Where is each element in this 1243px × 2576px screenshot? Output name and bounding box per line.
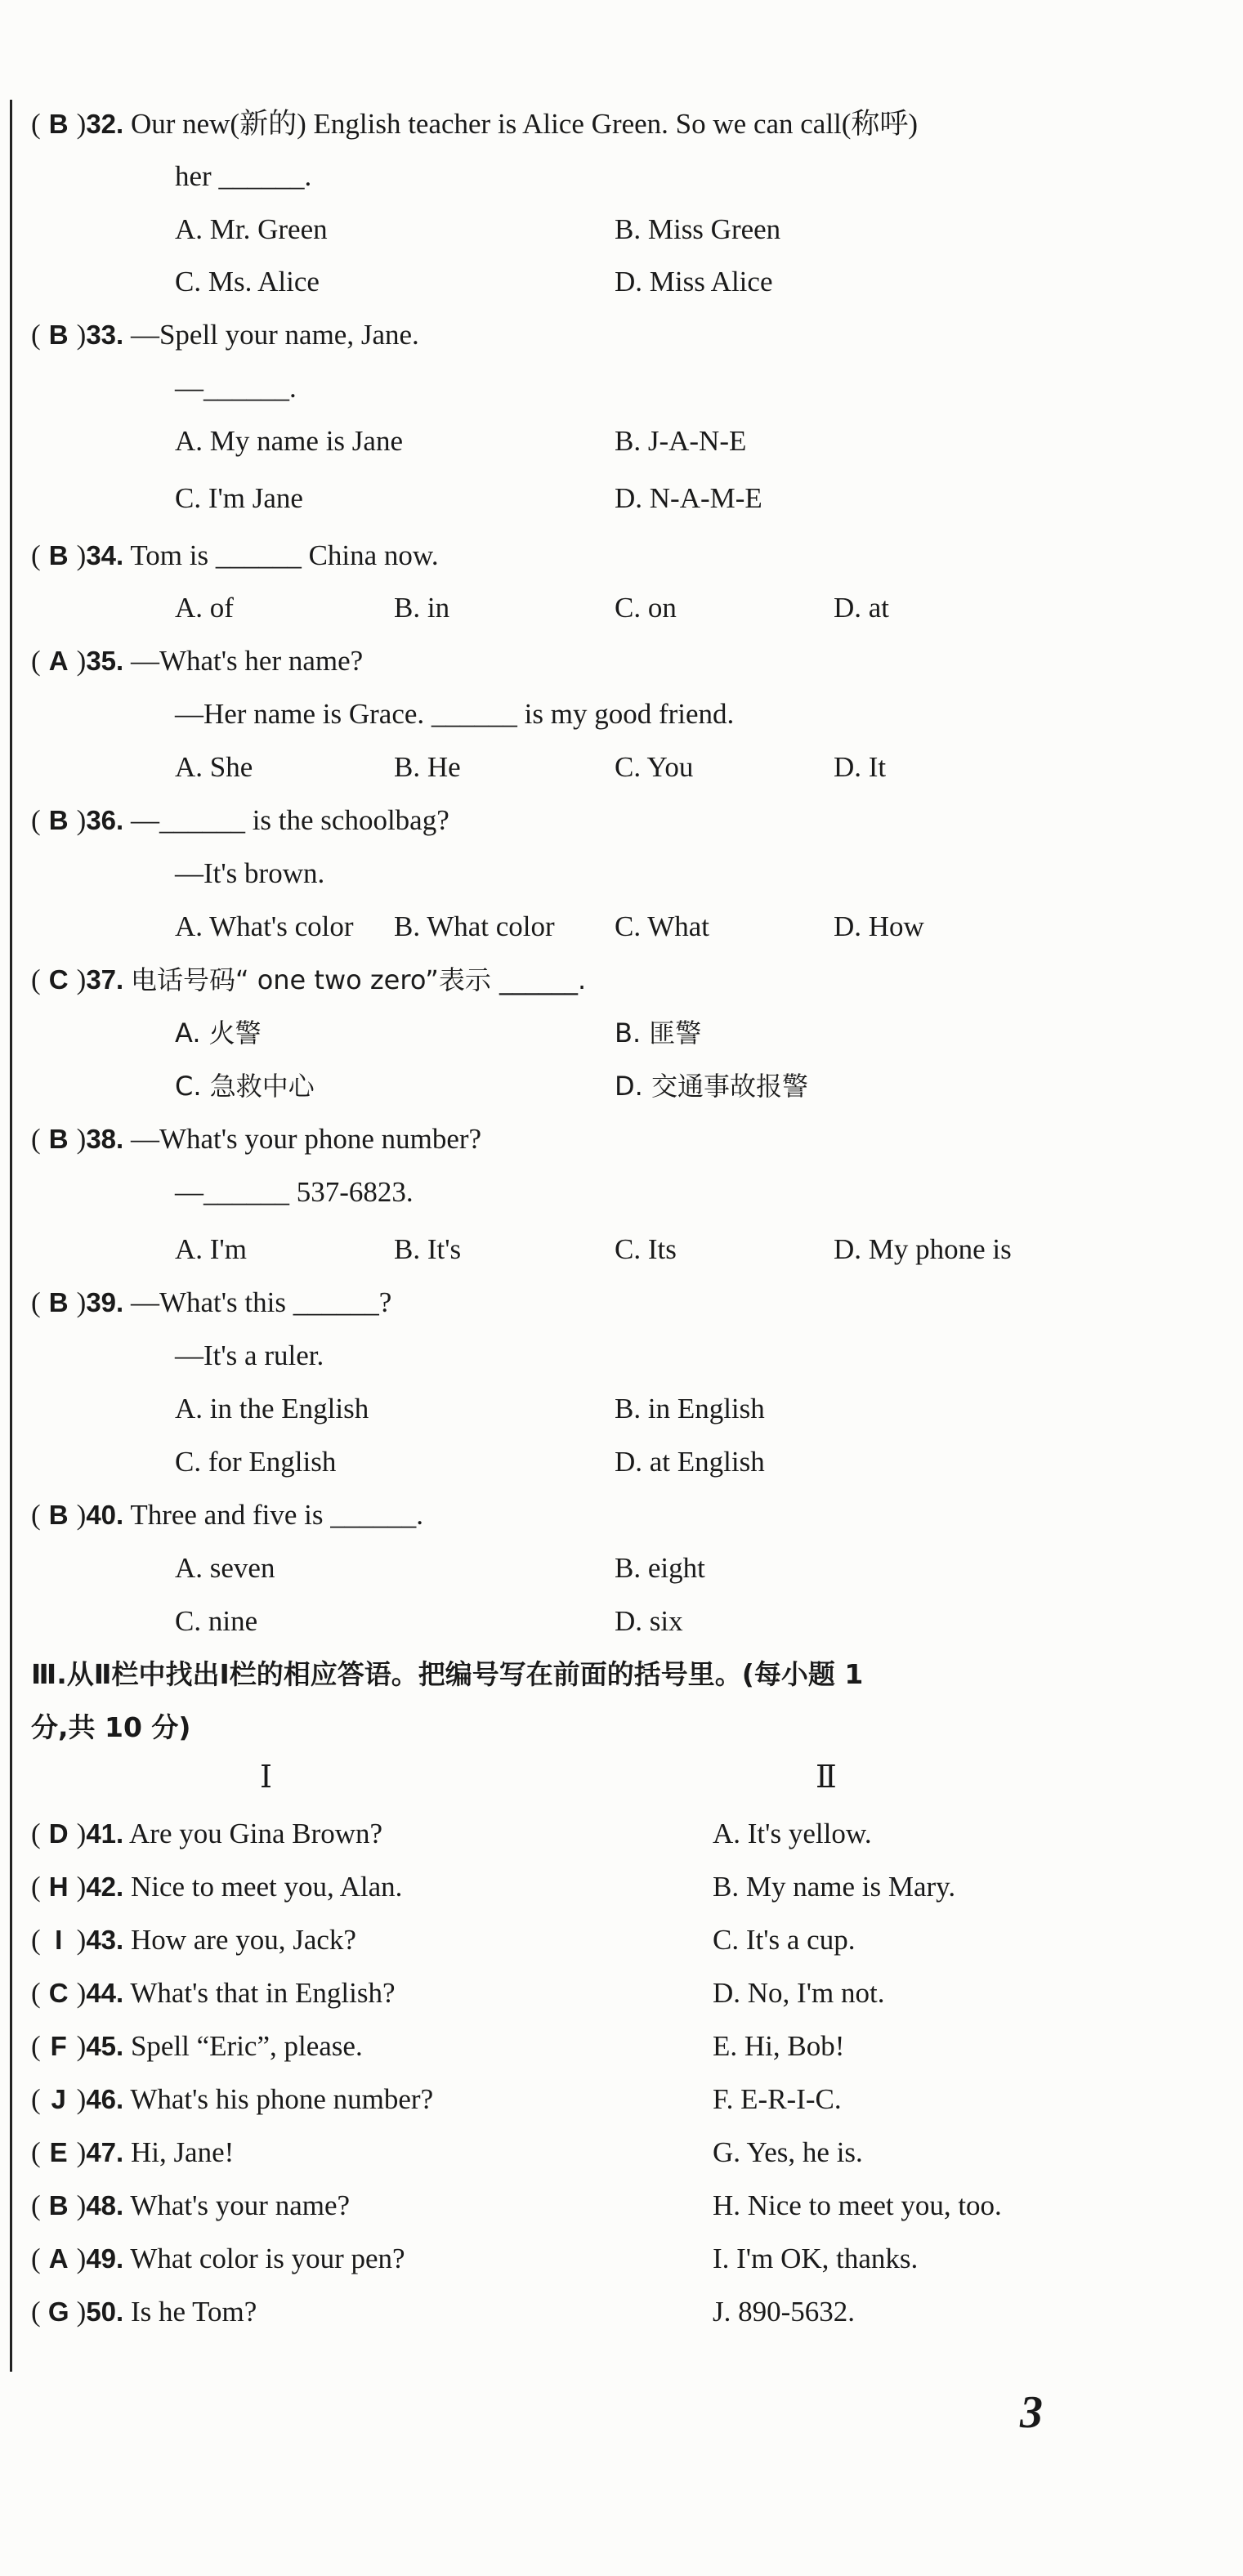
match-question: ( F )45. Spell “Eric”, please. (31, 2028, 363, 2064)
match-question: ( A )49. What color is your pen? (31, 2241, 405, 2277)
option: B. 匪警 (615, 1017, 702, 1049)
answer-mark: B (48, 540, 69, 570)
margin-rule (10, 100, 12, 2372)
answer-mark: B (48, 320, 69, 350)
question-35: ( A )35. —What's her name? (31, 643, 363, 679)
option: A. My name is Jane (175, 425, 403, 457)
option: B. Miss Green (615, 213, 781, 245)
match-response: B. My name is Mary. (713, 1871, 956, 1903)
answer-mark: B (48, 1500, 69, 1530)
match-response: C. It's a cup. (713, 1924, 856, 1956)
option: C. nine (175, 1605, 258, 1637)
answer-mark: H (48, 1872, 69, 1902)
question-32-cont: her ______. (175, 160, 312, 192)
match-response: H. Nice to meet you, too. (713, 2189, 1002, 2221)
option: D. How (834, 910, 924, 942)
match-response: F. E-R-I-C. (713, 2083, 842, 2115)
option: C. I'm Jane (175, 482, 303, 514)
option: D. 交通事故报警 (615, 1071, 808, 1102)
question-text: Is he Tom? (130, 2296, 257, 2328)
question-39-cont: —It's a ruler. (175, 1339, 324, 1371)
question-33: ( B )33. —Spell your name, Jane. (31, 317, 419, 353)
option: B. eight (615, 1552, 705, 1584)
match-response: E. Hi, Bob! (713, 2030, 845, 2062)
option: C. on (615, 592, 677, 624)
match-response: G. Yes, he is. (713, 2136, 863, 2168)
question-text: —What's your phone number? (130, 1123, 482, 1155)
option: D. six (615, 1605, 683, 1637)
answer-mark: D (48, 1818, 69, 1849)
question-text: What's his phone number? (130, 2083, 434, 2115)
match-question: ( B )48. What's your name? (31, 2188, 350, 2224)
match-question: ( C )44. What's that in English? (31, 1975, 395, 2011)
option: A. I'm (175, 1233, 247, 1265)
answer-mark: J (51, 2084, 66, 2114)
question-36: ( B )36. —______ is the schoolbag? (31, 803, 449, 839)
question-32: ( B )32. Our new(新的) English teacher is Alice Green. So we can call(称呼) (31, 106, 918, 142)
question-33-cont: —______. (175, 372, 297, 404)
option: D. at English (615, 1446, 765, 1478)
answer-mark: B (48, 805, 69, 835)
option: B. What color (394, 910, 555, 942)
section-3-title: Ⅲ.从Ⅱ栏中找出Ⅰ栏的相应答语。把编号写在前面的括号里。(每小题 1 (31, 1658, 864, 1690)
question-39: ( B )39. —What's this ______? (31, 1285, 391, 1321)
question-text: How are you, Jack? (130, 1924, 356, 1956)
answer-mark: A (48, 2243, 69, 2274)
option: C. 急救中心 (175, 1071, 315, 1102)
answer-mark: B (48, 1287, 69, 1317)
question-text: What's that in English? (130, 1977, 396, 2009)
option: D. My phone is (834, 1233, 1012, 1265)
option: A. seven (175, 1552, 275, 1584)
answer-mark: B (48, 1124, 69, 1154)
question-38: ( B )38. —What's your phone number? (31, 1121, 481, 1157)
option: D. at (834, 592, 890, 624)
question-34: ( B )34. Tom is ______ China now. (31, 538, 439, 574)
match-question: ( D )41. Are you Gina Brown? (31, 1816, 382, 1852)
match-response: A. It's yellow. (713, 1818, 872, 1849)
option: D. N-A-M-E (615, 482, 762, 514)
question-text: What's your name? (130, 2189, 351, 2221)
question-text: Three and five is ______. (130, 1499, 423, 1531)
option: C. Ms. Alice (175, 266, 320, 297)
option: B. It's (394, 1233, 462, 1265)
question-36-cont: —It's brown. (175, 857, 325, 889)
option: B. in English (615, 1393, 765, 1424)
answer-mark: F (50, 2031, 67, 2061)
question-text: Hi, Jane! (130, 2136, 235, 2168)
question-text: 电话号码“ one two zero”表示 ______. (130, 964, 587, 995)
option: D. Miss Alice (615, 266, 773, 297)
question-40: ( B )40. Three and five is ______. (31, 1497, 423, 1533)
question-text: Our new(新的) English teacher is Alice Green. So we can call(称呼) (130, 108, 919, 140)
section-3-title-cont: 分,共 10 分) (31, 1711, 191, 1743)
column-2-heading: Ⅱ (816, 1760, 837, 1795)
option: C. for English (175, 1446, 337, 1478)
option: A. What's color (175, 910, 354, 942)
question-text: Nice to meet you, Alan. (130, 1871, 403, 1903)
option: D. It (834, 751, 887, 783)
match-question: ( I )43. How are you, Jack? (31, 1922, 356, 1958)
option: A. 火警 (175, 1017, 262, 1049)
option: A. Mr. Green (175, 213, 328, 245)
column-1-heading: Ⅰ (260, 1760, 273, 1795)
question-35-cont: —Her name is Grace. ______ is my good friend. (175, 698, 735, 730)
match-response: I. I'm OK, thanks. (713, 2243, 919, 2274)
match-question: ( G )50. Is he Tom? (31, 2294, 257, 2330)
match-response: J. 890-5632. (713, 2296, 856, 2328)
question-text: —What's her name? (130, 645, 364, 677)
question-text: What color is your pen? (130, 2243, 405, 2274)
option: C. You (615, 751, 694, 783)
answer-mark: C (48, 1978, 69, 2008)
match-question: ( J )46. What's his phone number? (31, 2082, 433, 2118)
question-text: Spell “Eric”, please. (130, 2030, 363, 2062)
option: A. She (175, 751, 253, 783)
answer-mark: I (55, 1925, 63, 1955)
match-question: ( H )42. Nice to meet you, Alan. (31, 1869, 402, 1905)
option: B. He (394, 751, 461, 783)
question-text: —Spell your name, Jane. (130, 319, 419, 351)
answer-mark: C (48, 964, 69, 995)
question-text: Tom is ______ China now. (130, 539, 439, 571)
answer-mark: E (49, 2137, 68, 2167)
answer-mark: A (48, 646, 69, 676)
option: B. in (394, 592, 450, 624)
option: C. What (615, 910, 710, 942)
question-text: Are you Gina Brown? (129, 1818, 383, 1849)
option: A. in the English (175, 1393, 369, 1424)
question-37: ( C )37. 电话号码“ one two zero”表示 ______. (31, 962, 586, 998)
page-number: 3 (1020, 2387, 1043, 2438)
question-38-cont: —______ 537-6823. (175, 1176, 414, 1208)
answer-mark: G (47, 2296, 69, 2327)
match-question: ( E )47. Hi, Jane! (31, 2135, 234, 2171)
match-response: D. No, I'm not. (713, 1977, 885, 2009)
answer-mark: B (48, 2190, 69, 2220)
answer-mark: B (48, 109, 69, 139)
question-text: —What's this ______? (130, 1286, 392, 1318)
question-text: —______ is the schoolbag? (130, 804, 449, 836)
option: B. J-A-N-E (615, 425, 747, 457)
option: C. Its (615, 1233, 677, 1265)
option: A. of (175, 592, 234, 624)
